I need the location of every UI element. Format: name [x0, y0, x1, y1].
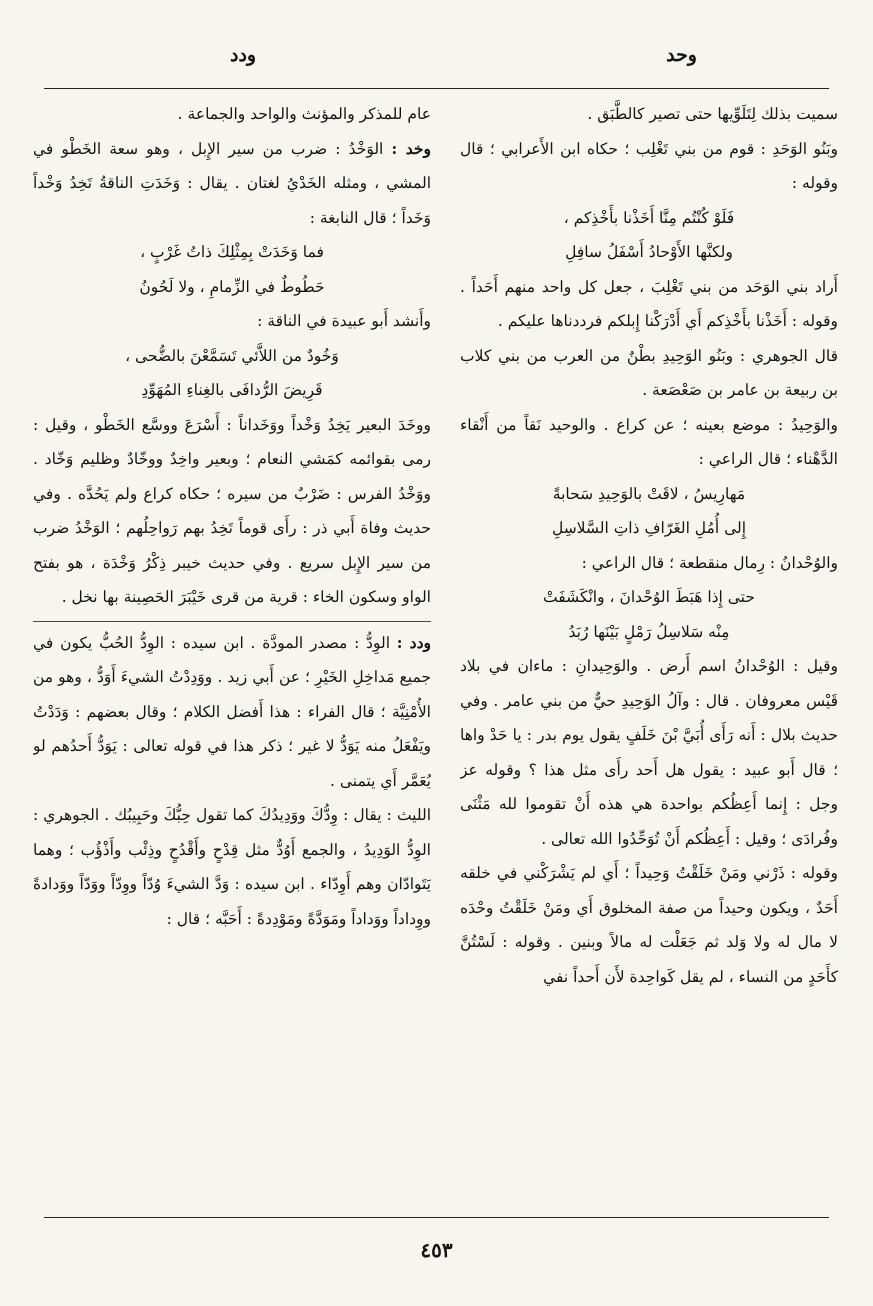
entry-separator — [33, 621, 431, 622]
entry-text: إِلى أُمُلِ الغَرّافِ ذاتِ السَّلاسِلِ — [551, 519, 747, 537]
entry-text: والوُحْدانُ : رِمال منقطعة ؛ قال الراعي : — [581, 553, 838, 572]
entry-text: حَطُوطٌ في الزِّمامِ ، ولا لَحُونُ — [139, 277, 325, 296]
entry-headword: وخد : — [391, 138, 431, 158]
verse-line — [460, 615, 838, 650]
entry-text: فَلَوْ كُنْتُم مِنَّا أَخَذْنا بأَخْذِكم ، — [563, 208, 735, 227]
verse-line — [460, 580, 838, 615]
entry-text: وقوله : ذَرْني ومَنْ خَلَقْتُ وَحِيداً ؛ أَي لم يَشْرَكْني في خلقه أَحَدٌ ، ويكون وحيداً من صفة المخلوق أَي ومَنْ خَلَقْتُ وحْدَه لا مال له ولا وَلد ثم جَعَلْت له مالاً وبنين . وقوله : لَسْتُنَّ كأَحَدٍ من النساء ، لم يقل كَواحِدة لأَن أَحداً نفي — [460, 864, 838, 986]
paragraph — [460, 856, 838, 994]
verse-line — [460, 477, 838, 512]
right-column — [460, 97, 838, 1207]
paragraph — [460, 97, 838, 132]
entry-text: وبَنُو الوَحَدِ : قوم من بني تَغْلِب ؛ حكاه ابن الأَعرابي ؛ قال وقوله : — [460, 139, 838, 192]
paragraph — [460, 408, 838, 477]
header-right-word: وحد — [666, 44, 697, 66]
verse-line — [460, 235, 838, 270]
paragraph — [33, 304, 431, 339]
entry-text: مَهارِيسُ ، لاقَتْ بالوَحِيدِ سَحابةً — [552, 484, 746, 503]
entry-text: الليث : يقال : وِدُّكَ ووَدِيدُكَ كما تقول حِبُّكَ وحَبِيبُك . الجوهري : الوِدُّ الوَدِيدُ ، والجمع أَوُدٌّ مثل قِدْحٍ وأَقْدُحٍ وذِئْب وأَذْؤُب ؛ وهما يَتَوادّان وهم أَوِدّاء . ابن سيده : وَدَّ الشيءَ وُدّاً ووِدّاً ووَدّاً ووَدادةً ووِداداً ووَداداً ومَوَدَّةً ومَوْدِدةً : أَحَبَّه ؛ قال : — [33, 806, 431, 928]
entry-text: الوَخْدُ : ضرب من سير الإِبل ، وهو سعة الخَطْو في المشي ، ومثله الخَدْيُ لغتان . يقال : وَخَدَتِ الناقةُ تَخِدُ وَخْداً وَخَداً ؛ قال النابغة : — [33, 139, 431, 227]
entry-headword: ودد : — [396, 632, 431, 652]
verse-line — [33, 339, 431, 374]
header-left-word: ودد — [230, 44, 257, 66]
paragraph — [33, 132, 431, 236]
verse-line — [33, 373, 431, 408]
paragraph — [460, 546, 838, 581]
paragraph — [460, 132, 838, 201]
entry-text: قال الجوهري : وبَنُو الوَحِيدِ بطْنٌ من العرب من بني كلاب بن ربيعة بن عامر بن صَعْصَعة . — [460, 346, 838, 399]
paragraph — [460, 270, 838, 339]
entry-text: وقيل : الوُحْدانُ اسم أَرض . والوَحِيدانِ : ماءان في بلاد قَيْس معروفان . قال : وآلُ الوَحِيدِ حيٌّ من بني عامر . وفي حديث بلال : أَنه رَأَى أُبَيَّ بْنَ خَلَفٍ يقول يوم بدر : يا حَدْ واها ؛ قال أَبو عبيد : يقول هل أَحد رأَى مثل هذا ؟ وقوله عز وجل : إِنما أَعِظُكم بواحدة هي هذه أَنْ تقوموا لله مَثْنَى وفُرادَى ؛ وقيل : أَعِظُكم أَنْ تُوَحِّدُوا الله تعالى . — [460, 657, 838, 848]
entry-text: أَراد بني الوَحَد من بني تَغْلِبَ ، جعل كل واحد منهم أَحَداً . وقوله : أَخَذْنا بأَخْذِكم أَي أَدْرَكْنا إِبلكم فرددناها عليكم . — [460, 277, 838, 330]
entry-text: ولكنَّها الأَوْحادُ أَسْفَلُ سافِلِ — [565, 243, 733, 261]
page-number: ٤٥٣ — [420, 1238, 453, 1262]
entry-text: قَرِيضَ الرُّدافَى بالغِناءِ المُهَوِّدِ — [141, 381, 323, 399]
entry-text: والوَحِيدُ : موضع بعينه ؛ عن كراع . والوحيد نَقاً من أَنْقاء الدَّهْناء ؛ قال الراعي : — [460, 415, 838, 468]
header-rule — [44, 88, 829, 89]
paragraph — [33, 626, 431, 799]
paragraph — [33, 97, 431, 132]
verse-line — [33, 270, 431, 305]
entry-text: مِنْه سَلاسِلُ رَمْلٍ بَيْنَها رُبَدُ — [568, 622, 730, 641]
entry-text: وَخُودٌ من اللاَّئي تَسَمَّعْنَ بالضُّحى ، — [125, 346, 339, 365]
paragraph — [33, 798, 431, 936]
entry-text: سميت بذلك لِتَلَوِّيها حتى تصير كالطَّبَق . — [587, 105, 838, 123]
entry-text: حتى إِذا هَبَطَ الوُحْدانَ ، وانْكَشَفَتْ — [543, 588, 755, 606]
paragraph — [460, 649, 838, 856]
entry-text: الوِدُّ : مصدر المودَّة . ابن سيده : الوِدُّ الحُبُّ يكون في جميع مَداخِلِ الخَيْرِ ؛ عن أَبي زيد . ووَدِدْتُ الشيءَ أَوَدُّ ، وهو من الأُمْنِيَّة ؛ قال الفراء : هذا أَفضل الكلام ؛ وقال بعضهم : وَدَدْتُ ويَفْعَلُ منه يَوَدُّ لا غير ؛ ذكر هذا في قوله تعالى : يَوَدُّ أَحدُهم لو يُعَمَّر أَي يتمنى . — [33, 633, 431, 790]
verse-line — [33, 235, 431, 270]
paragraph — [33, 408, 431, 615]
footer-rule — [44, 1217, 829, 1218]
paragraph — [460, 339, 838, 408]
verse-line — [460, 201, 838, 236]
entry-text: وأَنشد أَبو عبيدة في الناقة : — [257, 312, 431, 330]
entry-text: فما وَخَدَتْ بِمِثْلِكَ ذاتُ غَرْبٍ ، — [140, 243, 324, 261]
entry-text: ووخَدَ البعير يَخِدُ وَخْداً ووَخَداناً : أَسْرَعَ ووسَّع الخَطْو ، وقيل : رمى بقوائمه كمَشي النعام ؛ وبعير واخِدٌ ووخّادٌ وظليم وَخّاد . ووَخْدُ الفرس : ضَرْبٌ من سيره ؛ حكاه كراع ولم يَحُدَّه . وفي حديث وفاة أَبي ذر : رأَى قوماً تَخِدُ بهم رَواحِلُهم ؛ الوَخْدُ ضرب من سير الإِبل سريع . وفي حديث خيبر ذِكْرُ وَخْدَة ، هو بفتح الواو وسكون الخاء : قرية من قرى خَيْبَرَ الحَصِينة بها نخل . — [33, 415, 431, 606]
verse-line — [460, 511, 838, 546]
left-column — [33, 97, 431, 1207]
entry-text: عام للمذكر والمؤنث والواحد والجماعة . — [177, 105, 431, 123]
